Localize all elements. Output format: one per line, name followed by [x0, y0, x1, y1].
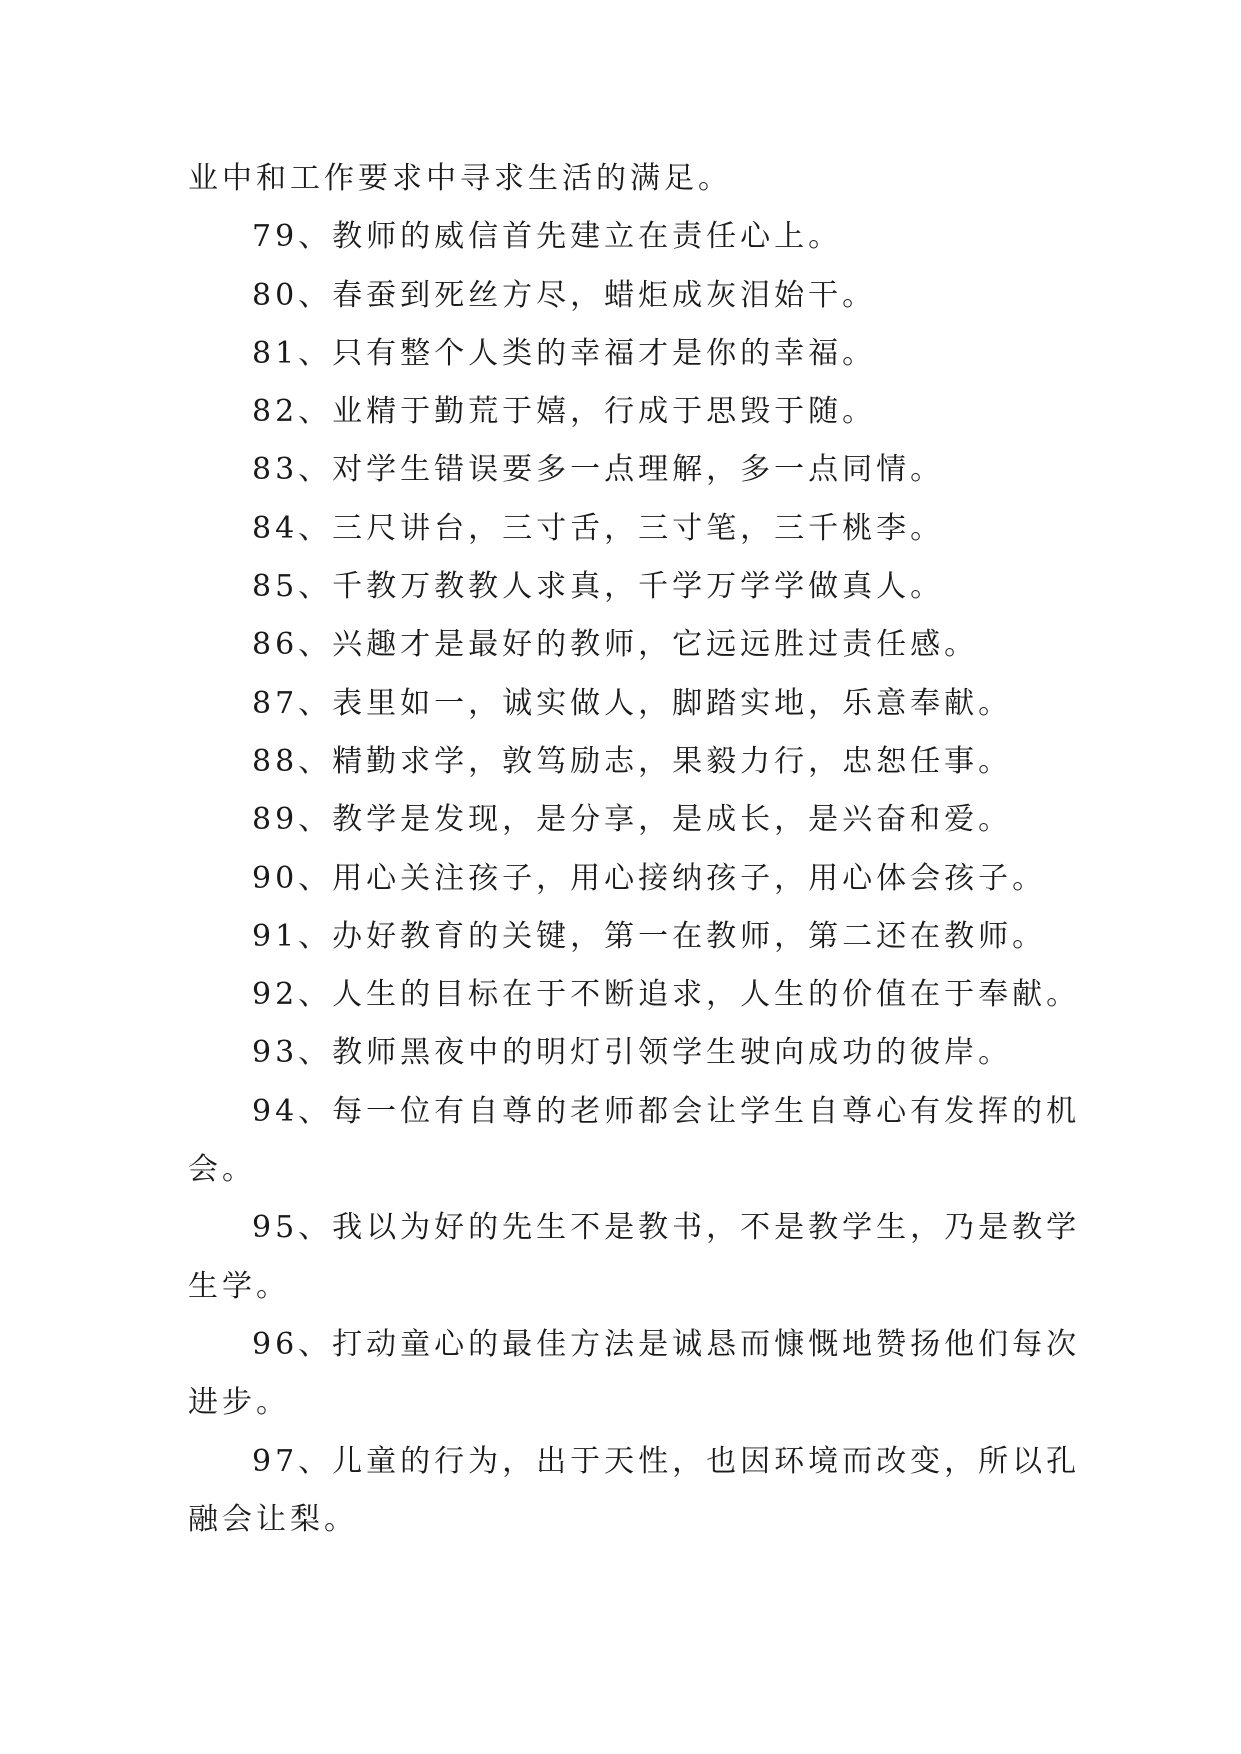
- quote-94-continuation: 会。: [188, 1152, 256, 1188]
- quote-96: 96、打动童心的最佳方法是诚恳而慷慨地赞扬他们每次: [252, 1326, 1081, 1362]
- quote-95: 95、我以为好的先生不是教书，不是教学生，乃是教学: [252, 1210, 1081, 1246]
- quote-84: 84、三尺讲台，三寸舌，三寸笔，三千桃李。: [252, 510, 945, 546]
- quote-96-continuation: 进步。: [188, 1385, 290, 1421]
- quote-79: 79、教师的威信首先建立在责任心上。: [252, 219, 843, 255]
- quote-80: 80、春蚕到死丝方尽，蜡炬成灰泪始干。: [252, 277, 877, 313]
- quote-93: 93、教师黑夜中的明灯引领学生驶向成功的彼岸。: [252, 1035, 1013, 1071]
- quote-90: 90、用心关注孩子，用心接纳孩子，用心体会孩子。: [252, 860, 1047, 896]
- quote-83: 83、对学生错误要多一点理解，多一点同情。: [252, 452, 945, 488]
- quote-97-continuation: 融会让梨。: [188, 1501, 358, 1537]
- text-line-continuation: 业中和工作要求中寻求生活的满足。: [188, 161, 732, 196]
- quote-89: 89、教学是发现，是分享，是成长，是兴奋和爱。: [252, 802, 1013, 838]
- quote-82: 82、业精于勤荒于嬉，行成于思毁于随。: [252, 394, 877, 430]
- quote-94: 94、每一位有自尊的老师都会让学生自尊心有发挥的机: [252, 1093, 1081, 1129]
- quote-85: 85、千教万教教人求真，千学万学学做真人。: [252, 569, 945, 605]
- body-text: [188, 150, 1081, 1549]
- quote-86: 86、兴趣才是最好的教师，它远远胜过责任感。: [252, 627, 979, 663]
- quote-81: 81、只有整个人类的幸福才是你的幸福。: [252, 335, 877, 371]
- quote-88: 88、精勤求学，敦笃励志，果毅力行，忠恕任事。: [252, 743, 1013, 779]
- quote-92: 92、人生的目标在于不断追求，人生的价值在于奉献。: [252, 977, 1081, 1013]
- quote-91: 91、办好教育的关键，第一在教师，第二还在教师。: [252, 918, 1047, 954]
- quote-87: 87、表里如一，诚实做人，脚踏实地，乐意奉献。: [252, 685, 1013, 721]
- quote-97: 97、儿童的行为，出于天性，也因环境而改变，所以孔: [252, 1443, 1081, 1479]
- quote-95-continuation: 生学。: [188, 1268, 290, 1304]
